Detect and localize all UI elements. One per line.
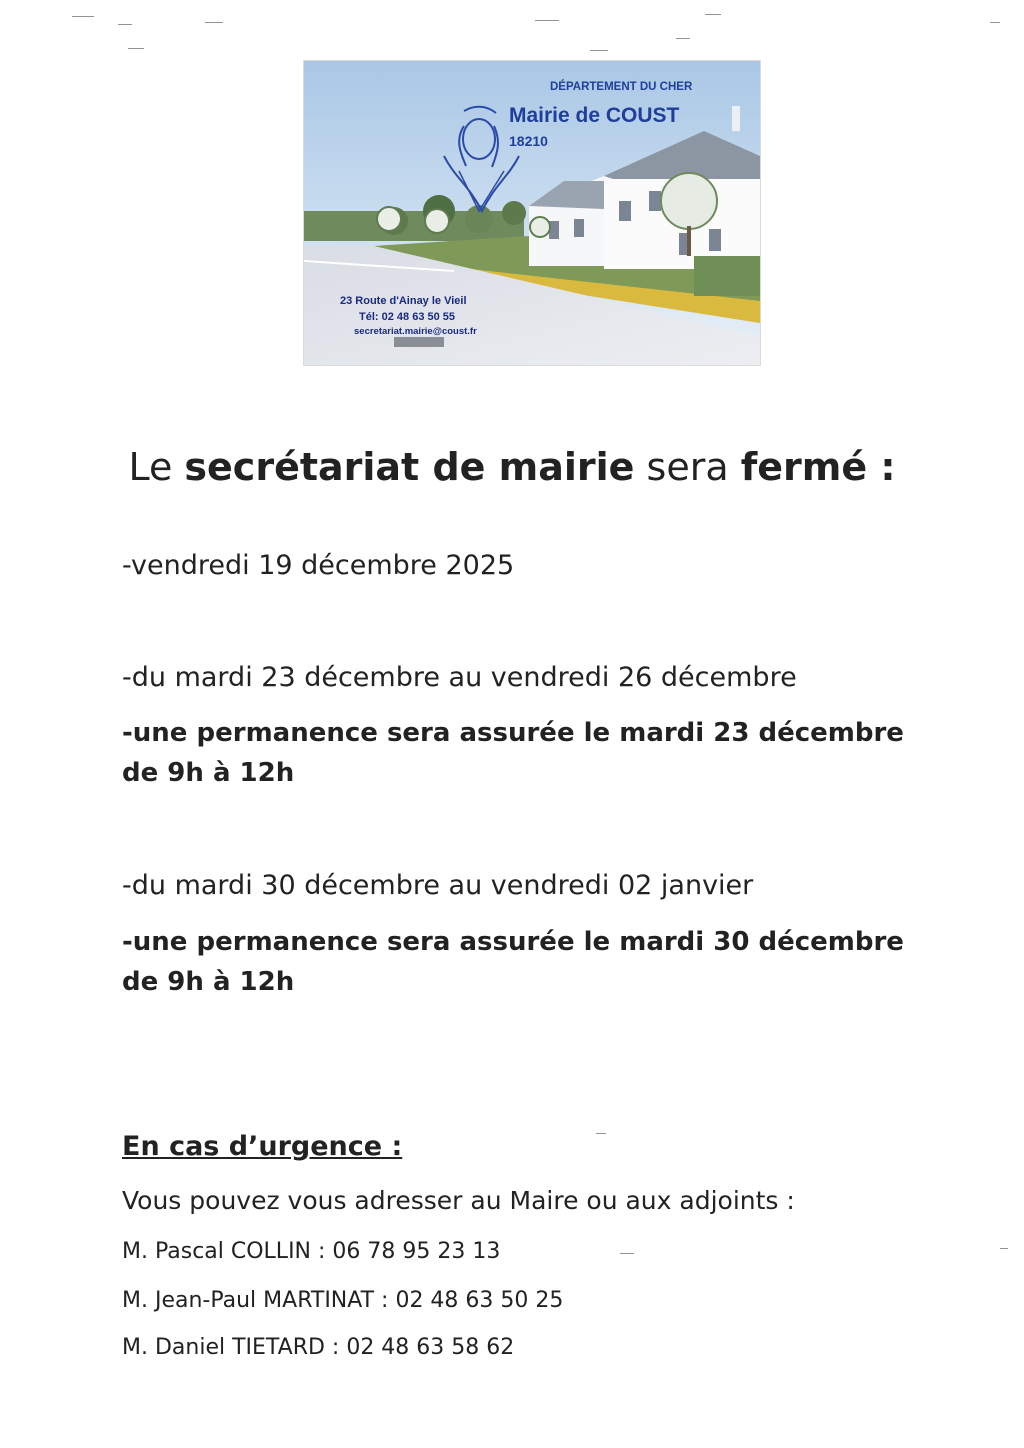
scan-speck: [1000, 1248, 1008, 1249]
permanence-hours-2: de 9h à 12h: [122, 758, 295, 788]
mairie-name: Mairie de COUST: [509, 104, 680, 127]
title-emphasis: fermé :: [740, 445, 896, 489]
notice-title: [0, 445, 1024, 489]
scan-speck: [205, 22, 223, 23]
closure-date-3: -du mardi 30 décembre au vendredi 02 janvier: [122, 870, 754, 901]
closure-date-2: -du mardi 23 décembre au vendredi 26 décembre: [122, 662, 797, 693]
mairie-email: secretariat.mairie@coust.fr: [354, 326, 477, 337]
contact-deputy-1: M. Jean-Paul MARTINAT : 02 48 63 50 25: [122, 1288, 564, 1313]
scan-speck: [128, 48, 144, 49]
emergency-intro: Vous pouvez vous adresser au Maire ou aux adjoints :: [122, 1186, 795, 1215]
scan-speck: [705, 14, 721, 15]
closure-date-1: -vendredi 19 décembre 2025: [122, 550, 515, 581]
contact-mayor: M. Pascal COLLIN : 06 78 95 23 13: [122, 1239, 501, 1264]
scan-speck: [990, 22, 1000, 23]
title-emphasis: secrétariat de mairie: [184, 445, 635, 489]
scan-speck: [620, 1253, 634, 1254]
scan-speck: [535, 20, 559, 21]
permanence-notice-3: -une permanence sera assurée le mardi 30 décembre: [122, 927, 904, 957]
department-label: DÉPARTEMENT DU CHER: [550, 81, 693, 93]
mairie-phone: Tél: 02 48 63 50 55: [359, 311, 456, 323]
scan-speck: [676, 38, 690, 39]
scan-speck: [118, 24, 132, 25]
scan-speck: [590, 50, 608, 51]
postal-code: 18210: [509, 133, 548, 149]
title-part: sera: [634, 445, 741, 489]
permanence-hours-3: de 9h à 12h: [122, 967, 295, 997]
contact-deputy-2: M. Daniel TIETARD : 02 48 63 58 62: [122, 1335, 515, 1360]
mairie-address: 23 Route d'Ainay le Vieil: [340, 295, 467, 307]
mairie-header-card: [303, 60, 761, 366]
title-part: Le: [128, 445, 185, 489]
scan-speck: [596, 1133, 606, 1134]
emergency-heading: En cas d’urgence :: [122, 1131, 403, 1162]
permanence-notice-2: -une permanence sera assurée le mardi 23 décembre: [122, 718, 904, 748]
scan-speck: [72, 16, 94, 17]
